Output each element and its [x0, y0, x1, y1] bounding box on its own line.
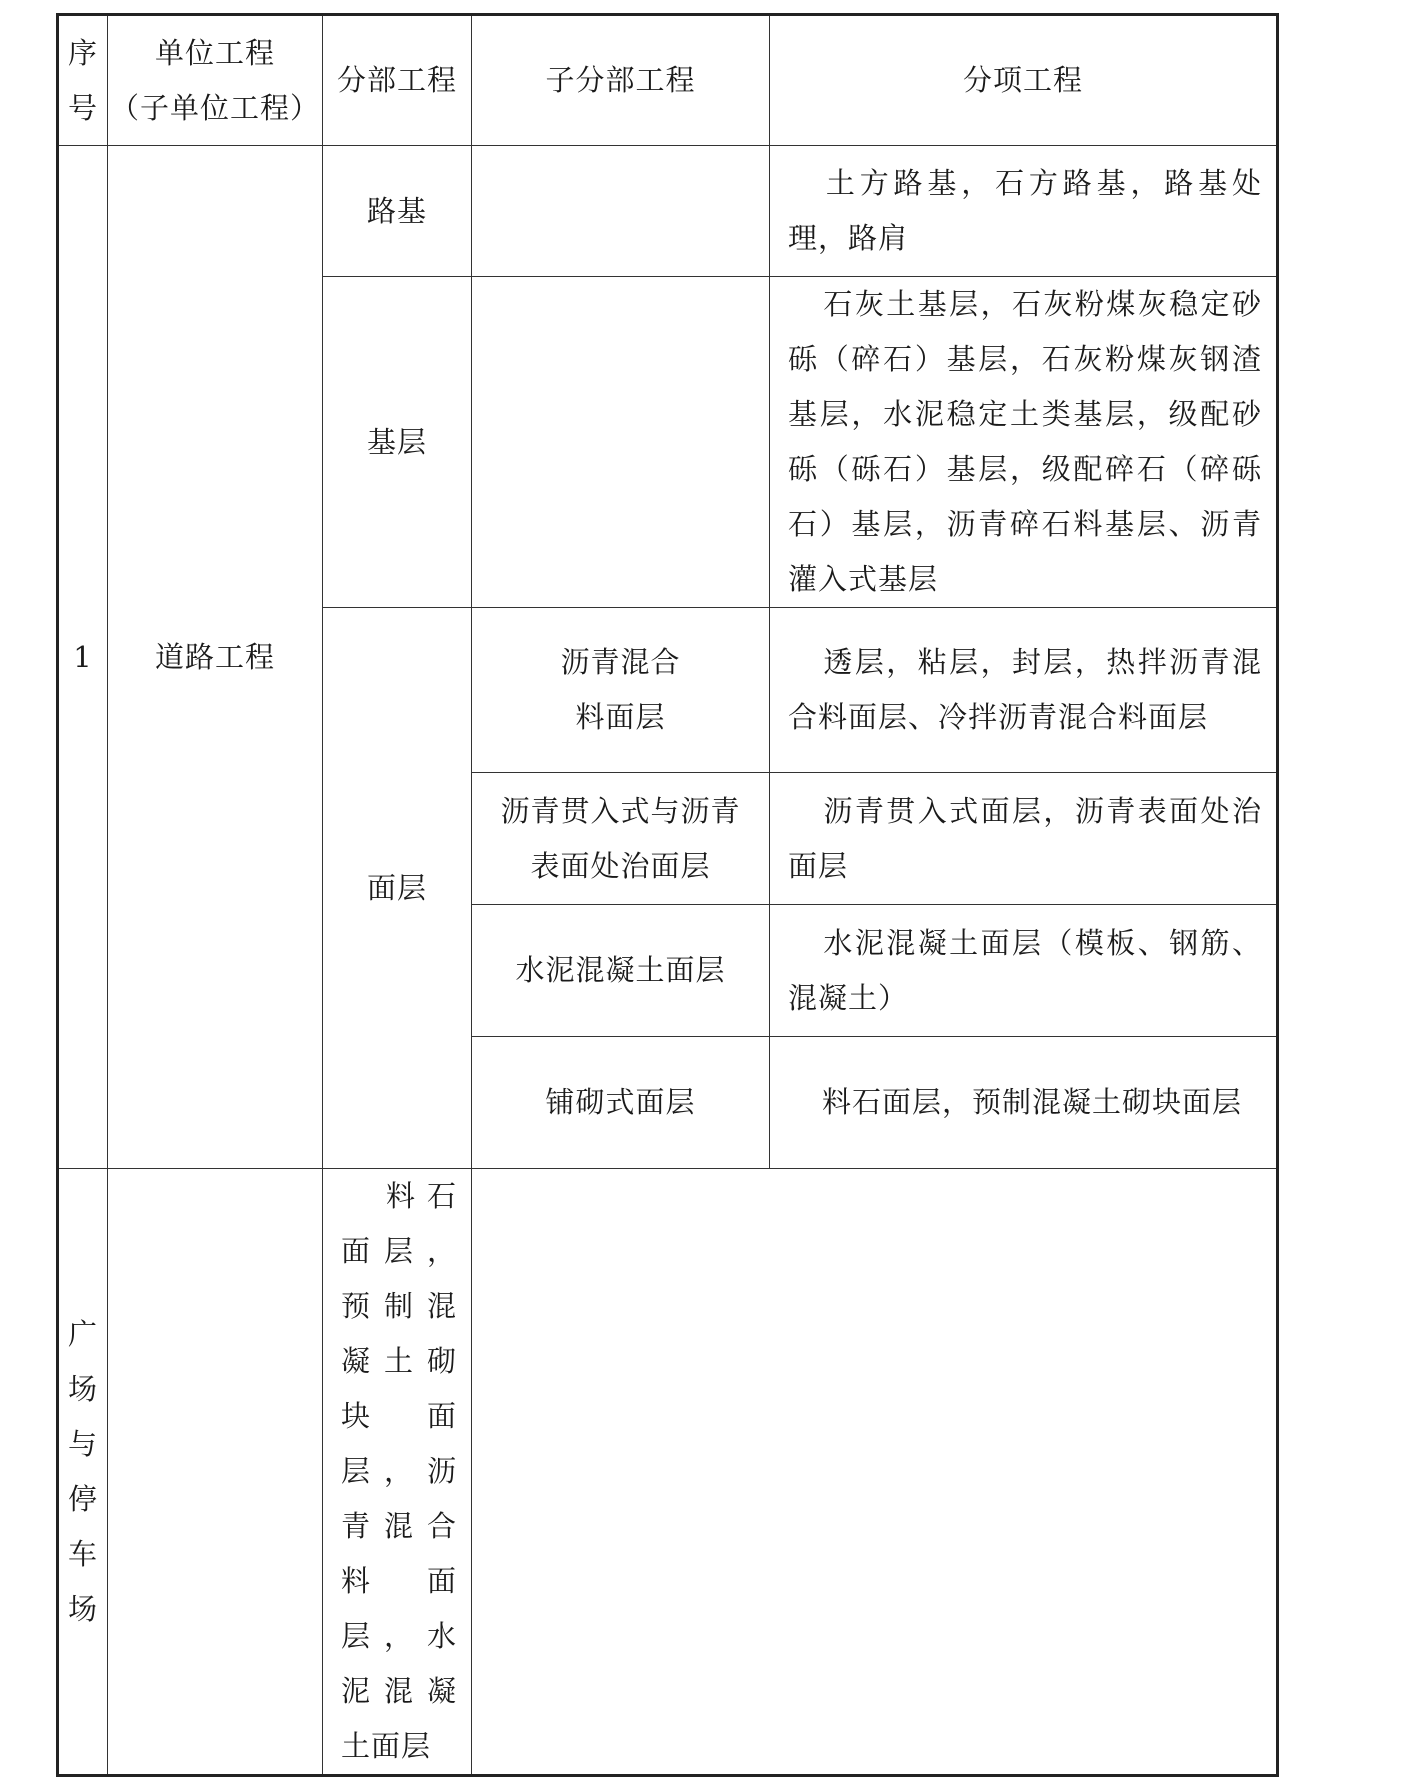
header-unit-line2: （子单位工程）	[109, 90, 320, 125]
cell-items-asphalt-penetration	[770, 773, 1278, 905]
table-row	[58, 1169, 1278, 1776]
cell-items-paved	[770, 1037, 1278, 1169]
header-seq	[58, 15, 108, 146]
items-text: 料石面层，预制混凝土砌块面层	[822, 1085, 1243, 1119]
engineering-division-table	[56, 13, 1279, 1777]
cell-subdivision-paved: 铺砌式面层	[472, 1037, 770, 1169]
cell-unit: 道路工程	[108, 146, 323, 1169]
subdivision-line2: 料面层	[575, 700, 666, 734]
items-text: 沥青贯入式面层，沥青表面处治面层	[788, 793, 1262, 883]
table-row	[58, 146, 1278, 277]
cell-division-guangchang	[58, 1169, 108, 1776]
division-line2: 停车场	[67, 1481, 98, 1626]
cell-division-jiceng: 基层	[323, 277, 472, 608]
cell-subdivision-luji	[472, 146, 770, 277]
cell-subdivision-jiceng	[472, 277, 770, 608]
header-division: 分部工程	[323, 15, 472, 146]
items-text: 料石面层，预制混凝土砌块面层，沥青混合料面层，水泥混凝土面层	[341, 1179, 457, 1763]
items-text: 水泥混凝土面层（模板、钢筋、混凝土）	[788, 925, 1262, 1015]
cell-subdivision-asphalt-penetration	[472, 773, 770, 905]
cell-subdivision-asphalt-mix	[472, 608, 770, 773]
cell-items-luji	[770, 146, 1278, 277]
header-seq-line1: 序	[67, 35, 98, 70]
cell-items-guangchang	[323, 1169, 472, 1776]
items-text: 石灰土基层，石灰粉煤灰稳定砂砾（碎石）基层，石灰粉煤灰钢渣基层，水泥稳定土类基层，级配砂砾（砾石）基层，级配碎石（碎砾石）基层，沥青碎石料基层、沥青灌入式基层	[788, 287, 1262, 596]
header-subdivision: 子分部工程	[472, 15, 770, 146]
table-header-row	[58, 15, 1278, 146]
header-seq-line2: 号	[67, 90, 98, 125]
subdivision-line1: 沥青贯入式与沥青	[500, 793, 741, 828]
subdivision-line2: 表面处治面层	[530, 848, 711, 883]
cell-subdivision-guangchang	[108, 1169, 323, 1776]
cell-items-asphalt-mix	[770, 608, 1278, 773]
subdivision-line1: 沥青混合	[560, 645, 681, 679]
cell-subdivision-cement-concrete: 水泥混凝土面层	[472, 905, 770, 1037]
division-line1: 广场与	[67, 1316, 98, 1461]
header-unit	[108, 15, 323, 146]
header-unit-line1: 单位工程	[154, 35, 275, 70]
cell-division-mianceng: 面层	[323, 608, 472, 1169]
items-text: 透层，粘层，封层，热拌沥青混合料面层、冷拌沥青混合料面层	[788, 645, 1262, 734]
cell-items-jiceng	[770, 277, 1278, 608]
header-item: 分项工程	[770, 15, 1278, 146]
cell-seq: 1	[58, 146, 108, 1169]
cell-division-luji: 路基	[323, 146, 472, 277]
cell-items-cement-concrete	[770, 905, 1278, 1037]
items-text: 土方路基，石方路基，路基处理，路肩	[788, 166, 1262, 255]
